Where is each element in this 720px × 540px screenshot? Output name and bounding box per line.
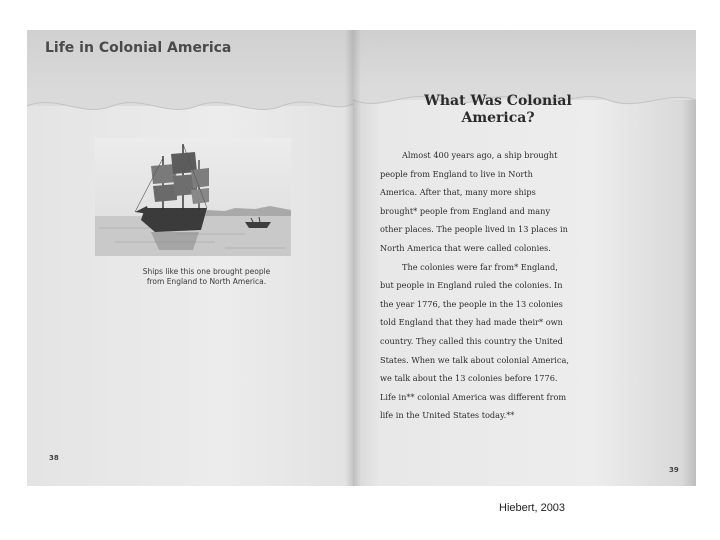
body-line: country. They called this country the United (380, 335, 563, 346)
body-line: the year 1776, the people in the 13 colonies (380, 298, 563, 309)
right-page-number: 39 (669, 466, 679, 474)
body-line: Almost 400 years ago, a ship brought (402, 150, 558, 160)
body-line: North America that were called colonies. (380, 242, 551, 253)
caption-line: Ships like this one brought people (142, 267, 271, 276)
body-line: brought* people from England and many (380, 205, 551, 216)
section-title: Life in Colonial America (45, 40, 232, 56)
body-line: but people in England ruled the colonies. In (380, 280, 563, 291)
body-line: Life in** colonial America was different from (380, 391, 567, 402)
heading-line: What Was Colonial (424, 93, 572, 109)
body-line: other places. The people lived in 13 places in (380, 224, 568, 235)
left-page-number: 38 (49, 454, 59, 462)
chapter-heading (398, 93, 598, 127)
left-band-wave (27, 90, 353, 122)
source-credit: Hiebert, 2003 (499, 502, 566, 514)
heading-line: America? (461, 110, 535, 126)
caption-line: from England to North America. (146, 277, 267, 286)
body-line: told England that they had made their* own (380, 317, 563, 328)
illustration-caption (119, 267, 294, 287)
body-line: America. After that, many more ships (380, 187, 536, 198)
book-gutter-shadow (345, 30, 361, 486)
body-line: States. When we talk about colonial America, (380, 354, 569, 365)
body-line: people from England to live in North (380, 168, 533, 179)
body-line: we talk about the 13 colonies before 1776. (380, 373, 558, 384)
body-line: The colonies were far from* England, (402, 261, 558, 272)
body-line: life in the United States today.** (380, 410, 515, 421)
body-text (380, 146, 628, 425)
sailing-ship-illustration (95, 138, 291, 256)
